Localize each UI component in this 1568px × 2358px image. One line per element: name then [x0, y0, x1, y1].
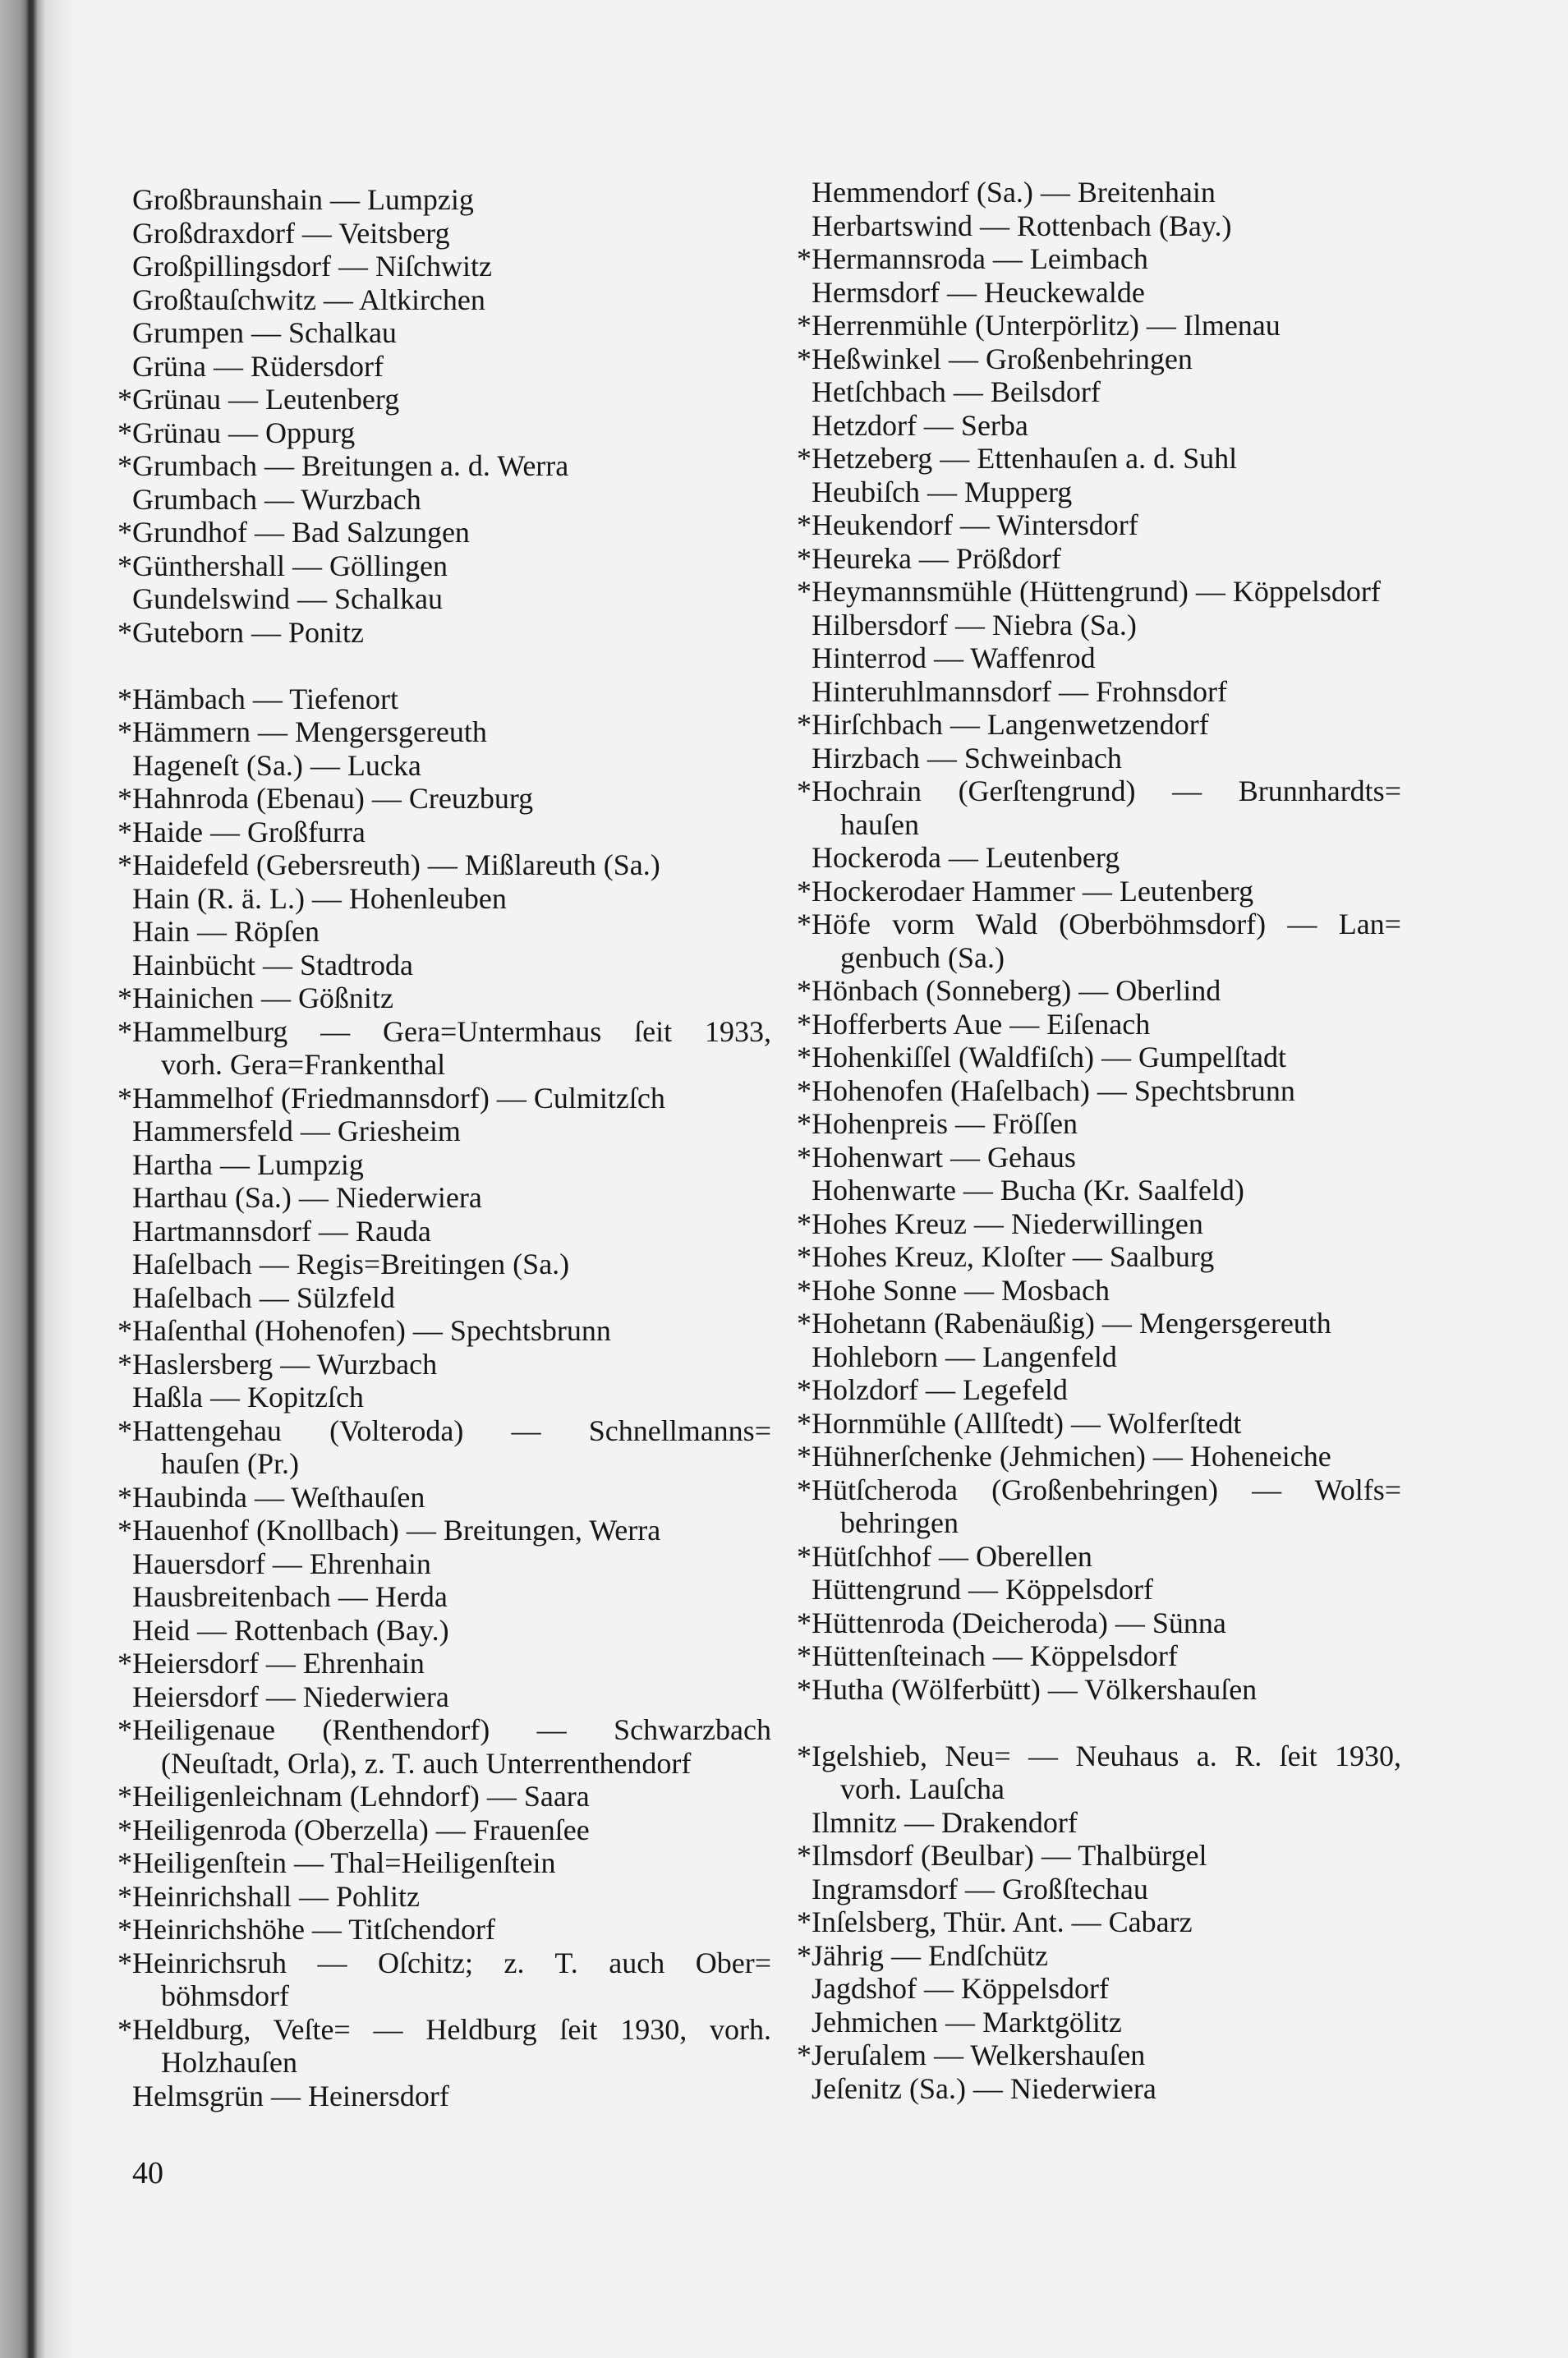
entry-line: *Holzdorf — Legefeld — [797, 1373, 1068, 1406]
entry-line: *Heinrichshall — Pohlitz — [117, 1879, 420, 1913]
entry-line: hauſen (Pr.) — [161, 1447, 299, 1480]
index-entry — [132, 350, 771, 384]
entry-line: *Höfe vorm Wald (Oberböhmsdorf) — Lan= — [797, 908, 1401, 940]
entry-line: *Inſelsberg, Thür. Ant. — Cabarz — [797, 1905, 1193, 1938]
index-entry — [132, 882, 771, 916]
entry-line: Großbraunshain — Lumpzig — [132, 183, 474, 216]
index-entry — [812, 476, 1401, 509]
entry-line: Hainbücht — Stadtroda — [132, 948, 413, 981]
entry-line: Hilbersdorf — Niebra (Sa.) — [812, 608, 1137, 641]
entry-line: Hartmannsdorf — Rauda — [132, 1214, 431, 1248]
index-entry — [797, 775, 1401, 841]
index-entry — [117, 2012, 771, 2080]
index-entry — [797, 1473, 1401, 1540]
entry-line: *Heymannsmühle (Hüttengrund) — Köppelsdorf — [797, 575, 1381, 608]
index-entry — [797, 1672, 1401, 1707]
entry-line: *Haidefeld (Gebersreuth) — Mißlareuth (Sa.) — [117, 848, 660, 881]
index-entry — [117, 615, 771, 650]
index-entry — [117, 1413, 771, 1481]
entry-line: Hohenwarte — Bucha (Kr. Saalfeld) — [812, 1174, 1244, 1207]
index-entry — [797, 1440, 1401, 1473]
index-entry — [132, 316, 771, 350]
entry-line: Ingramsdorf — Großſtechau — [812, 1872, 1148, 1905]
entry-line: Jagdshof — Köppelsdorf — [812, 1972, 1109, 2005]
page-number: 40 — [132, 2156, 163, 2190]
index-entry — [132, 949, 771, 982]
entry-line: *Hochrain (Gerſtengrund) — Brunnhardts= — [797, 775, 1401, 807]
entry-line: *Haubinda — Weſthauſen — [117, 1480, 425, 1514]
index-entry — [132, 217, 771, 251]
index-entry — [812, 675, 1401, 709]
index-entry — [117, 1314, 771, 1348]
entry-line: *Grumbach — Breitungen a. d. Werra — [117, 449, 569, 482]
entry-line: Großpillingsdorf — Niſchwitz — [132, 250, 492, 283]
letter-group — [797, 1739, 1401, 2106]
entry-line: böhmsdorf — [161, 1979, 289, 2012]
index-entry — [797, 1073, 1401, 1108]
entry-line: Gundelswind — Schalkau — [132, 582, 443, 615]
index-entry — [797, 874, 1401, 908]
entry-line: *Ilmsdorf (Beulbar) — Thalbürgel — [797, 1839, 1207, 1872]
index-entry — [117, 1913, 771, 1947]
entry-line: *Hütſchhof — Oberellen — [797, 1539, 1092, 1573]
entry-line: *Heinrichshöhe — Titſchendorf — [117, 1913, 495, 1946]
index-entry — [117, 1946, 771, 2013]
index-entry — [797, 708, 1401, 742]
index-entry — [132, 1115, 771, 1148]
entry-line: Jeſenitz (Sa.) — Niederwiera — [812, 2071, 1156, 2105]
index-entry — [117, 1846, 771, 1880]
entry-line: Hinteruhlmannsdorf — Frohnsdorf — [812, 674, 1227, 708]
entry-line: *Heiligenroda (Oberzella) — Frauenſee — [117, 1813, 590, 1846]
index-entry — [117, 815, 771, 849]
entry-line: *Heiligenſtein — Thal=Heiligenſtein — [117, 1846, 556, 1879]
entry-line: *Hofferberts Aue — Eiſenach — [797, 1007, 1151, 1041]
index-entry — [117, 1713, 771, 1780]
entry-line: *Hohenwart — Gehaus — [797, 1140, 1076, 1174]
entry-line: *Hauenhof (Knollbach) — Breitungen, Werra — [117, 1514, 661, 1547]
index-entry — [132, 1148, 771, 1182]
index-entry — [132, 1614, 771, 1648]
entry-line: genbuch (Sa.) — [840, 940, 1005, 974]
index-entry — [132, 915, 771, 949]
entry-line: Haſelbach — Regis=Breitingen (Sa.) — [132, 1248, 570, 1280]
index-entry — [812, 641, 1401, 675]
entry-line: *Grundhof — Bad Salzungen — [117, 516, 470, 549]
entry-line: *Jeruſalem — Welkershauſen — [797, 2039, 1146, 2071]
index-entry — [117, 682, 771, 716]
index-entry — [132, 1381, 771, 1414]
index-entry — [117, 1813, 771, 1847]
entry-line: Großdraxdorf — Veitsberg — [132, 216, 450, 250]
entry-line: Jehmichen — Marktgölitz — [812, 2005, 1122, 2039]
entry-line: vorh. Lauſcha — [840, 1772, 1005, 1805]
index-entry — [132, 749, 771, 783]
index-entry — [797, 1606, 1401, 1640]
index-entry — [132, 283, 771, 317]
index-entry — [812, 375, 1401, 409]
entry-line: Großtauſchwitz — Altkirchen — [132, 283, 485, 316]
entry-line: *Heukendorf — Wintersdorf — [797, 508, 1138, 541]
entry-line: *Jährig — Endſchütz — [797, 1938, 1048, 1972]
entry-line: Grumbach — Wurzbach — [132, 482, 421, 516]
entry-line: *Hütſcheroda (Großenbehringen) — Wolfs= — [797, 1473, 1401, 1506]
index-entry — [797, 1140, 1401, 1174]
entry-line: *Hohes Kreuz, Kloſter — Saalburg — [797, 1240, 1215, 1273]
entry-line: (Neuſtadt, Orla), z. T. auch Unterrenthendorf — [161, 1746, 692, 1780]
entry-line: Hermsdorf — Heuckewalde — [812, 275, 1145, 309]
entry-line: *Haſenthal (Hohenofen) — Spechtsbrunn — [117, 1314, 611, 1347]
entry-line: Heid — Rottenbach (Bay.) — [132, 1613, 449, 1647]
entry-line: Harthau (Sa.) — Niederwiera — [132, 1181, 482, 1214]
entry-line: Haßla — Kopitzſch — [132, 1381, 364, 1413]
entry-line: *Heßwinkel — Großenbehringen — [797, 342, 1193, 375]
entry-line: *Hahnroda (Ebenau) — Creuzburg — [117, 782, 534, 815]
entry-line: *Hainichen — Gößnitz — [117, 981, 393, 1014]
index-entry — [132, 1680, 771, 1714]
entry-line: Hammersfeld — Griesheim — [132, 1115, 461, 1147]
index-entry — [797, 1240, 1401, 1274]
index-entry — [117, 715, 771, 749]
entry-line: Hain — Röpſen — [132, 915, 320, 948]
entry-line: Hetzdorf — Serba — [812, 408, 1028, 442]
index-entry — [117, 1780, 771, 1813]
index-entry — [812, 609, 1401, 642]
entry-line: Grumpen — Schalkau — [132, 316, 397, 349]
entry-line: *Hockerodaer Hammer — Leutenberg — [797, 874, 1254, 908]
index-entry — [812, 409, 1401, 443]
entry-line: Hirzbach — Schweinbach — [812, 741, 1122, 775]
entry-line: vorh. Gera=Frankenthal — [161, 1048, 446, 1081]
entry-line: *Heinrichsruh — Oſchitz; z. T. auch Ober= — [117, 1946, 771, 1979]
index-entry — [797, 1839, 1401, 1873]
entry-line: Heubiſch — Mupperg — [812, 475, 1073, 508]
index-entry — [132, 1281, 771, 1315]
index-entry — [117, 1647, 771, 1680]
index-entry — [797, 1307, 1401, 1340]
entry-line: *Igelshieb, Neu= — Neuhaus a. R. ſeit 1930, — [797, 1739, 1401, 1772]
index-entry — [797, 1539, 1401, 1574]
index-entry — [132, 582, 771, 616]
index-entry — [797, 1639, 1401, 1673]
index-entry — [117, 1014, 771, 1082]
entry-line: Hauersdorf — Ehrenhain — [132, 1547, 431, 1580]
entry-line: *Hohes Kreuz — Niederwillingen — [797, 1207, 1203, 1240]
index-entry — [812, 1806, 1401, 1840]
entry-line: *Grünau — Oppurg — [117, 416, 356, 449]
index-entry — [132, 483, 771, 517]
entry-line: *Hattengehau (Volteroda) — Schnellmanns= — [117, 1413, 771, 1447]
letter-group — [117, 682, 771, 2113]
letter-group — [797, 176, 1401, 1706]
entry-line: *Heiligenaue (Renthendorf) — Schwarzbach — [117, 1713, 771, 1746]
index-entry — [117, 1514, 771, 1547]
index-entry — [797, 974, 1401, 1008]
entry-line: Hain (R. ä. L.) — Hohenleuben — [132, 881, 507, 915]
index-entry — [797, 309, 1401, 342]
index-entry — [797, 1041, 1401, 1074]
binding-shadow — [0, 0, 74, 2358]
index-entry — [117, 416, 771, 450]
entry-line: *Hirſchbach — Langenwetzendorf — [797, 708, 1209, 741]
entry-line: *Hammelhof (Friedmannsdorf) — Culmitzſch — [117, 1081, 665, 1115]
entry-line: *Heldburg, Veſte= — Heldburg ſeit 1930, vorh. — [117, 2012, 771, 2046]
index-entry — [797, 508, 1401, 542]
index-entry — [812, 276, 1401, 310]
index-entry — [797, 908, 1401, 974]
entry-line: Hohleborn — Langenfeld — [812, 1340, 1117, 1373]
entry-line: *Hetzeberg — Ettenhauſen a. d. Suhl — [797, 442, 1238, 475]
index-entry — [117, 516, 771, 549]
entry-line: *Hühnerſchenke (Jehmichen) — Hoheneiche — [797, 1440, 1331, 1473]
entry-line: *Hornmühle (Allſtedt) — Wolferſtedt — [797, 1406, 1242, 1440]
index-entry — [117, 782, 771, 816]
index-entry — [797, 1905, 1401, 1939]
index-entry — [117, 1879, 771, 1914]
entry-line: *Hutha (Wölferbütt) — Völkershauſen — [797, 1672, 1258, 1706]
index-entry — [812, 742, 1401, 775]
index-entry — [132, 1580, 771, 1614]
entry-line: *Herrenmühle (Unterpörlitz) — Ilmenau — [797, 309, 1281, 342]
index-entry — [797, 1406, 1401, 1441]
index-entry — [132, 1215, 771, 1248]
index-entry — [797, 1207, 1401, 1241]
index-entry — [797, 1007, 1401, 1041]
index-entry — [812, 1972, 1401, 2006]
index-entry — [797, 242, 1401, 276]
index-entry — [812, 841, 1401, 875]
index-entry — [797, 1273, 1401, 1308]
entry-line: *Grünau — Leutenberg — [117, 383, 400, 416]
entry-line: *Haslersberg — Wurzbach — [117, 1347, 438, 1381]
index-entry — [812, 176, 1401, 209]
entry-line: *Hüttenroda (Deicheroda) — Sünna — [797, 1606, 1226, 1639]
entry-line: Helmsgrün — Heinersdorf — [132, 2079, 449, 2112]
index-entry — [132, 183, 771, 217]
entry-line: Grüna — Rüdersdorf — [132, 349, 384, 383]
index-entry — [117, 1081, 771, 1115]
entry-line: Hockeroda — Leutenberg — [812, 841, 1120, 874]
index-entry — [132, 1248, 771, 1281]
entry-line: Hartha — Lumpzig — [132, 1147, 364, 1181]
index-entry — [797, 575, 1401, 609]
entry-line: *Hohe Sonne — Mosbach — [797, 1273, 1110, 1307]
index-entry — [812, 2006, 1401, 2039]
index-entry — [797, 442, 1401, 476]
entry-line: *Hämmern — Mengersgereuth — [117, 715, 487, 748]
index-entry — [117, 549, 771, 583]
entry-line: *Hohetann (Rabenäußig) — Mengersgereuth — [797, 1307, 1331, 1340]
index-entry — [797, 1739, 1401, 1806]
entry-line: *Hämbach — Tiefenort — [117, 682, 398, 715]
entry-line: Haſelbach — Sülzfeld — [132, 1280, 395, 1314]
index-entry — [812, 1174, 1401, 1207]
entry-line: *Hohenpreis — Fröſſen — [797, 1107, 1078, 1140]
index-entry — [117, 449, 771, 483]
entry-line: *Hohenofen (Haſelbach) — Spechtsbrunn — [797, 1073, 1295, 1107]
index-entry — [812, 2072, 1401, 2106]
entry-line: Hemmendorf (Sa.) — Breitenhain — [812, 176, 1216, 209]
entry-line: *Hermannsroda — Leimbach — [797, 242, 1148, 275]
index-entry — [797, 1938, 1401, 1973]
entry-line: Herbartswind — Rottenbach (Bay.) — [812, 209, 1232, 242]
index-entry — [117, 981, 771, 1015]
index-entry — [132, 2080, 771, 2113]
index-entry — [117, 1347, 771, 1381]
entry-line: *Guteborn — Ponitz — [117, 615, 364, 649]
entry-line: Hageneſt (Sa.) — Lucka — [132, 748, 421, 782]
entry-line: Ilmnitz — Drakendorf — [812, 1805, 1078, 1839]
entry-line: *Hönbach (Sonneberg) — Oberlind — [797, 974, 1221, 1007]
index-entry — [797, 342, 1401, 376]
entry-line: *Heiligenleichnam (Lehndorf) — Saara — [117, 1780, 590, 1813]
entry-line: Hinterrod — Waffenrod — [812, 641, 1096, 674]
letter-group — [117, 183, 771, 649]
entry-line: hauſen — [840, 807, 919, 841]
index-entry — [797, 1373, 1401, 1407]
index-entry — [812, 209, 1401, 243]
index-entry — [812, 1873, 1401, 1906]
right-column — [797, 176, 1401, 2105]
left-column — [117, 183, 771, 2112]
entry-line: Heiersdorf — Niederwiera — [132, 1680, 449, 1713]
index-entry — [812, 1573, 1401, 1606]
entry-line: Holzhauſen — [161, 2046, 297, 2079]
entry-line: *Heureka — Prößdorf — [797, 541, 1061, 575]
index-entry — [132, 250, 771, 283]
entry-line: behringen — [840, 1506, 959, 1539]
entry-line: Hetſchbach — Beilsdorf — [812, 375, 1101, 408]
entry-line: *Günthershall — Göllingen — [117, 549, 448, 582]
index-entry — [117, 383, 771, 416]
index-entry — [132, 1547, 771, 1581]
entry-line: *Haide — Großfurra — [117, 815, 366, 848]
index-entry — [797, 2039, 1401, 2072]
entry-line: Hüttengrund — Köppelsdorf — [812, 1573, 1153, 1606]
index-entry — [797, 541, 1401, 576]
entry-line: Hausbreitenbach — Herda — [132, 1580, 448, 1613]
entry-line: *Hüttenſteinach — Köppelsdorf — [797, 1639, 1178, 1672]
index-entry — [117, 1480, 771, 1515]
entry-line: *Hammelburg — Gera=Untermhaus ſeit 1933, — [117, 1014, 771, 1048]
index-entry — [132, 1181, 771, 1215]
entry-line: *Hohenkiſſel (Waldfiſch) — Gumpelſtadt — [797, 1041, 1286, 1073]
entry-line: *Heiersdorf — Ehrenhain — [117, 1647, 425, 1680]
index-entry — [812, 1340, 1401, 1374]
index-entry — [797, 1107, 1401, 1141]
index-entry — [117, 848, 771, 882]
